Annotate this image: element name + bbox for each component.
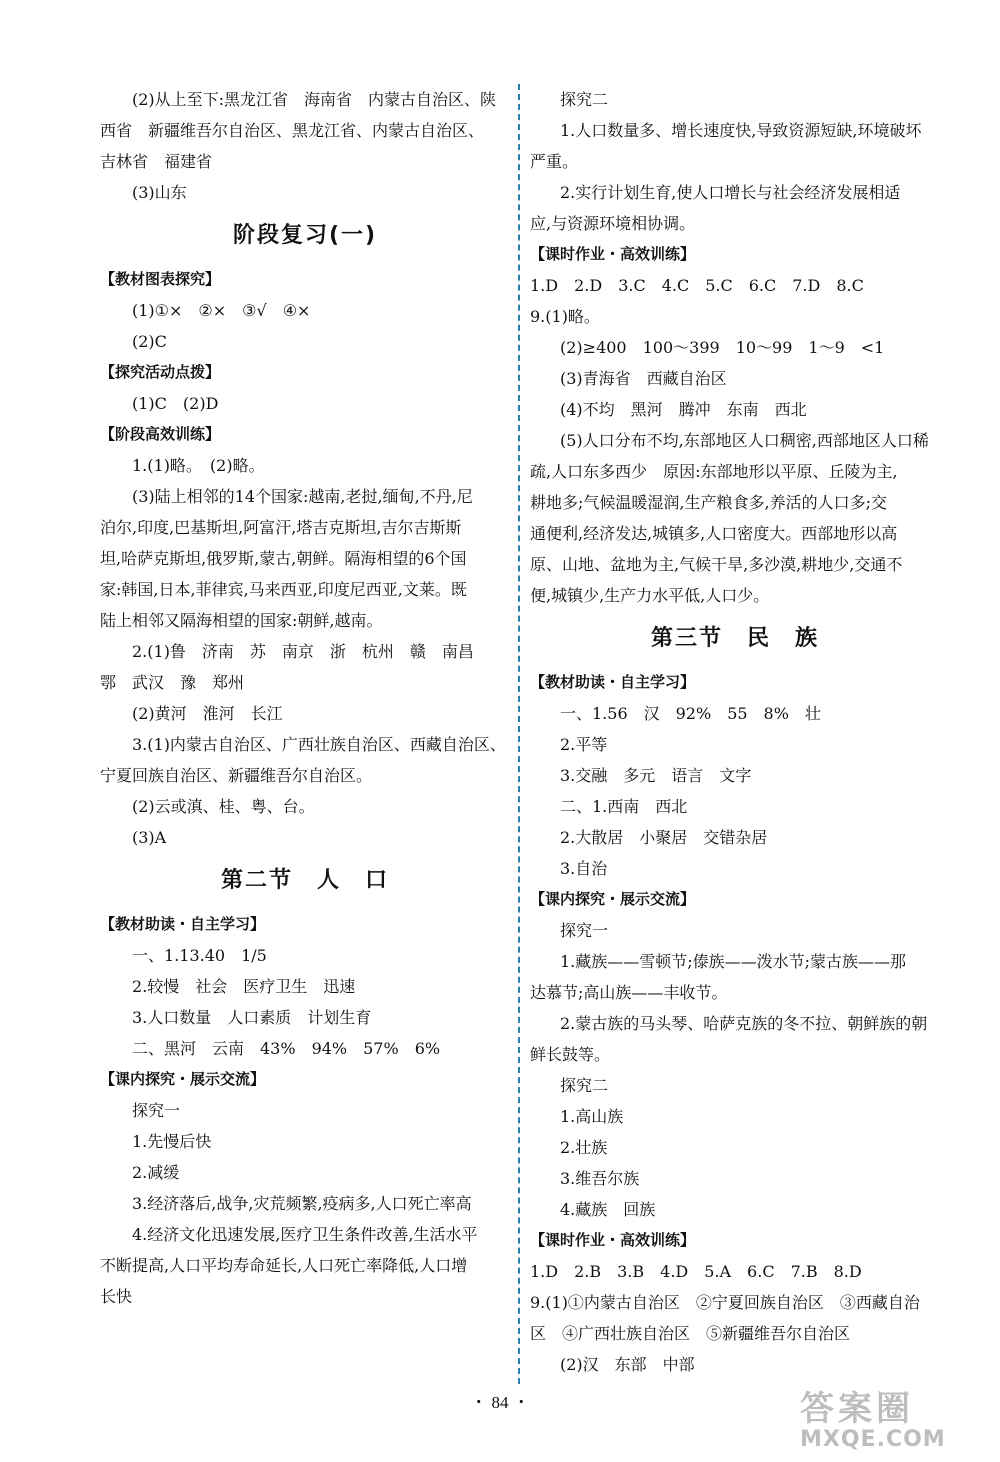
section-heading: 【教材助读・自主学习】	[530, 673, 696, 691]
answer-line: 吉林省 福建省	[100, 152, 213, 171]
answer-line: 4.经济文化迅速发展,医疗卫生条件改善,生活水平	[132, 1225, 478, 1244]
answer-line: 应,与资源环境相协调。	[530, 214, 696, 233]
answer-line: 9.(1)①内蒙古自治区 ②宁夏回族自治区 ③西藏自治	[530, 1293, 920, 1312]
answer-line: 严重。	[530, 152, 579, 171]
answer-line: 鲜长鼓等。	[530, 1045, 611, 1064]
answer-line: 长快	[100, 1287, 133, 1306]
answer-line: 3.自治	[560, 859, 608, 878]
left-column	[100, 84, 510, 1312]
answer-line: (5)人口分布不均,东部地区人口稠密,西部地区人口稀	[560, 431, 929, 450]
answer-line: (3)A	[132, 828, 167, 847]
answer-line: (2)从上至下:黑龙江省 海南省 内蒙古自治区、陕	[132, 90, 497, 109]
answer-line: 4.藏族 回族	[560, 1200, 656, 1219]
page-number: ・ 84 ・	[470, 1393, 530, 1412]
answer-line: 西省 新疆维吾尔自治区、黑龙江省、内蒙古自治区、	[100, 121, 485, 140]
watermark-top-text: 答案圈	[800, 1389, 914, 1429]
section-heading: 【课内探究・展示交流】	[100, 1070, 266, 1088]
answer-line: (4)不均 黑河 腾冲 东南 西北	[560, 400, 807, 419]
answer-line: 探究二	[560, 1076, 609, 1095]
answer-line: 1.藏族——雪顿节;傣族——泼水节;蒙古族——那	[560, 952, 907, 971]
section-title: 第三节 民 族	[650, 626, 819, 651]
section-heading: 【课时作业・高效训练】	[530, 245, 696, 263]
answer-line: (3)陆上相邻的14个国家:越南,老挝,缅甸,不丹,尼	[132, 487, 473, 506]
section-title: 第二节 人 口	[220, 868, 389, 893]
section-heading: 【教材助读・自主学习】	[100, 915, 266, 933]
answer-line: 2.(1)鲁 济南 苏 南京 浙 杭州 赣 南昌	[132, 642, 474, 661]
answer-line: 耕地多;气候温暖湿润,生产粮食多,养活的人口多;交	[530, 493, 887, 512]
answer-line: (1)C (2)D	[132, 394, 219, 413]
answer-line: 2.壮族	[560, 1138, 608, 1157]
section-heading: 【课时作业・高效训练】	[530, 1231, 696, 1249]
answer-line: 9.(1)略。	[530, 307, 600, 326]
answer-line: 坦,哈萨克斯坦,俄罗斯,蒙古,朝鲜。隔海相望的6个国	[100, 549, 467, 568]
answer-line: 原、山地、盆地为主,气候干旱,多沙漠,耕地少,交通不	[530, 555, 903, 574]
answer-line: 探究一	[560, 921, 609, 940]
answer-line: 3.交融 多元 语言 文字	[560, 766, 752, 785]
answer-line: 疏,人口东多西少 原因:东部地形以平原、丘陵为主,	[530, 462, 898, 481]
answer-line: 探究一	[132, 1101, 181, 1120]
column-divider	[518, 84, 520, 1384]
answer-line: 1.(1)略。 (2)略。	[132, 456, 265, 475]
section-heading: 【阶段高效训练】	[100, 425, 221, 443]
answer-line: (2)云或滇、桂、粤、台。	[132, 797, 315, 816]
answer-line: 2.大散居 小聚居 交错杂居	[560, 828, 768, 847]
answer-line: 宁夏回族自治区、新疆维吾尔自治区。	[100, 766, 373, 785]
section-heading: 【教材图表探究】	[100, 270, 221, 288]
answer-line: 3.(1)内蒙古自治区、广西壮族自治区、西藏自治区、	[132, 735, 506, 754]
right-column	[530, 84, 940, 1380]
answer-line: 一、1.56 汉 92% 55 8% 壮	[560, 704, 821, 723]
answer-line: 二、黑河 云南 43% 94% 57% 6%	[132, 1039, 441, 1058]
answer-line: 3.维吾尔族	[560, 1169, 640, 1188]
answer-line: (3)山东	[132, 183, 187, 202]
answer-line: 1.人口数量多、增长速度快,导致资源短缺,环境破坏	[560, 121, 922, 140]
answer-line: 二、1.西南 西北	[560, 797, 688, 816]
answer-line: 2.减缓	[132, 1163, 180, 1182]
answer-line: 一、1.13.40 1/5	[132, 946, 267, 965]
section-title: 阶段复习(一)	[232, 223, 378, 248]
answer-line: 通便利,经济发达,城镇多,人口密度大。西部地形以高	[530, 524, 898, 543]
answer-line: 2.蒙古族的马头琴、哈萨克族的冬不拉、朝鲜族的朝	[560, 1014, 928, 1033]
answer-line: (2)C	[132, 332, 167, 351]
answer-line: 探究二	[560, 90, 609, 109]
answer-line: 家:韩国,日本,菲律宾,马来西亚,印度尼西亚,文莱。既	[100, 580, 467, 599]
answer-line: 陆上相邻又隔海相望的国家:朝鲜,越南。	[100, 611, 383, 630]
answer-line: 不断提高,人口平均寿命延长,人口死亡率降低,人口增	[100, 1256, 468, 1275]
answer-line: 鄂 武汉 豫 郑州	[100, 673, 245, 692]
section-heading: 【课内探究・展示交流】	[530, 890, 696, 908]
answer-line: 1.D 2.D 3.C 4.C 5.C 6.C 7.D 8.C	[530, 276, 864, 295]
section-heading: 【探究活动点拨】	[100, 363, 221, 381]
answer-line: (3)青海省 西藏自治区	[560, 369, 727, 388]
answer-line: 区 ④广西壮族自治区 ⑤新疆维吾尔自治区	[530, 1324, 851, 1343]
answer-line: 2.较慢 社会 医疗卫生 迅速	[132, 977, 356, 996]
answer-line: 1.高山族	[560, 1107, 624, 1126]
answer-line: 达慕节;高山族——丰收节。	[530, 983, 728, 1002]
answer-line: 1.先慢后快	[132, 1132, 212, 1151]
answer-line: 3.人口数量 人口素质 计划生育	[132, 1008, 372, 1027]
watermark-logo	[800, 1390, 990, 1454]
answer-line: 2.平等	[560, 735, 608, 754]
answer-line: (2)≥400 100～399 10～99 1～9 <1	[560, 338, 885, 357]
answer-line: (2)汉 东部 中部	[560, 1355, 695, 1374]
answer-line: 3.经济落后,战争,灾荒频繁,疫病多,人口死亡率高	[132, 1194, 472, 1213]
answer-line: (1)①× ②× ③√ ④×	[132, 301, 311, 320]
answer-line: (2)黄河 淮河 长江	[132, 704, 283, 723]
answer-line: 2.实行计划生育,使人口增长与社会经济发展相适	[560, 183, 901, 202]
answer-line: 1.D 2.B 3.B 4.D 5.A 6.C 7.B 8.D	[530, 1262, 862, 1281]
answer-line: 便,城镇少,生产力水平低,人口少。	[530, 586, 770, 605]
answer-line: 泊尔,印度,巴基斯坦,阿富汗,塔吉克斯坦,吉尔吉斯斯	[100, 518, 462, 537]
watermark-bottom-text: MXQE.COM	[800, 1427, 946, 1452]
